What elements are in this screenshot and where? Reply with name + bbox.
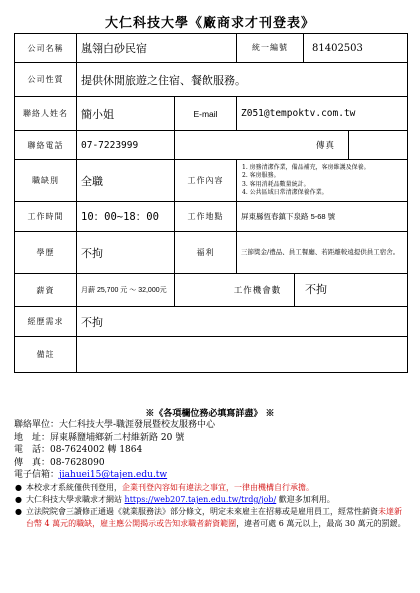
address-label: 地 址： xyxy=(14,432,51,443)
email-label: E-mail xyxy=(175,97,237,131)
openings-cell xyxy=(175,274,408,307)
contact-fax-row xyxy=(14,457,407,470)
fax-contact-label: 傳 真： xyxy=(14,457,51,468)
contact-address-row xyxy=(14,432,407,445)
tel-value: 08-7624002 轉 1864 xyxy=(50,445,143,456)
tel-label: 電 話： xyxy=(14,445,51,456)
tax-id-label: 統一編號 xyxy=(237,34,304,62)
row-education xyxy=(15,232,408,274)
bullet-warning-text: 未達新台幣 4 萬元的職缺，雇主應公開揭示或告知求職者薪資範圍 xyxy=(26,506,402,528)
company-nature-label: 公司性質 xyxy=(15,63,77,97)
notes-label: 備註 xyxy=(15,337,77,373)
bullet-disclaimer xyxy=(14,482,407,494)
bullet-warning-text: 企業刊登內容如有違法之事宜，一律由機構自行承擔。 xyxy=(122,482,314,492)
benefits-value[interactable]: 三節獎金/禮品、員工餐廳、若距離較遠提供員工宿舍。 xyxy=(237,232,408,274)
bullet-law xyxy=(14,506,407,530)
benefits-label: 福利 xyxy=(175,232,237,274)
fill-notice: ※《各項欄位務必填寫詳盡》 ※ xyxy=(145,409,275,419)
row-experience xyxy=(15,307,408,337)
bullet-text: ，違者可處 6 萬元以上，最高 30 萬元的罰鍰。 xyxy=(236,518,406,528)
location-label: 工作地點 xyxy=(175,202,237,232)
tax-id-cell xyxy=(237,34,408,63)
row-contact xyxy=(15,97,408,131)
bullet-text: 本校求才系統僅供刊登用， xyxy=(26,482,122,492)
fax-cell xyxy=(175,131,408,160)
fax-contact-value: 08-7628090 xyxy=(50,457,105,468)
openings-value[interactable]: 不拘 xyxy=(294,274,407,306)
bullet-website xyxy=(14,494,407,506)
contact-info xyxy=(14,419,407,530)
contact-tel-row xyxy=(14,444,407,457)
row-notes xyxy=(15,337,408,373)
salary-label: 薪資 xyxy=(15,274,77,307)
row-category xyxy=(15,160,408,202)
row-salary xyxy=(15,274,408,307)
contact-label: 聯絡人姓名 xyxy=(15,97,77,131)
unit-label: 聯絡單位： xyxy=(14,420,60,430)
email-value[interactable]: Z051@tempoktv.com.tw xyxy=(237,97,408,131)
fax-label: 傳真 xyxy=(315,141,335,151)
duties-value[interactable] xyxy=(237,160,408,202)
job-site-link[interactable]: https://web207.tajen.edu.tw/trdg/job/ xyxy=(124,494,277,504)
education-value[interactable]: 不拘 xyxy=(77,232,175,274)
salary-value[interactable]: 月薪 25,700 元 ～ 32,000元 xyxy=(77,274,175,307)
unit-value: 大仁科技大學-職涯發展暨校友服務中心 xyxy=(59,420,216,430)
bullet-text: 立法院院會三讀修正通過《就業服務法》部分條文，明定未來雇主在招募或是雇用員工，經常性薪資 xyxy=(26,506,378,516)
fax-value[interactable] xyxy=(348,131,407,159)
contact-email-label: 電子信箱： xyxy=(14,470,60,481)
hours-value[interactable]: 10：00~18：00 xyxy=(77,202,175,232)
location-value[interactable]: 屏東縣恆春鎮下泉路 5-68 號 xyxy=(237,202,408,232)
company-name-label: 公司名稱 xyxy=(15,34,77,63)
row-company-name xyxy=(15,34,408,63)
duties-list xyxy=(240,164,404,197)
contact-value[interactable]: 簡小姐 xyxy=(77,97,175,131)
form-title: 大仁科技大學《廠商求才刊登表》 xyxy=(104,16,315,31)
bullet-icon: ● xyxy=(15,506,22,516)
row-company-nature xyxy=(15,63,408,97)
contact-email-link[interactable]: jiahuei15@tajen.edu.tw xyxy=(59,470,168,481)
phone-label: 聯絡電話 xyxy=(15,131,77,160)
bullet-text: 歡迎多加利用。 xyxy=(276,494,335,504)
hours-label: 工作時間 xyxy=(15,202,77,232)
row-hours xyxy=(15,202,408,232)
address-value: 屏東縣鹽埔鄉新二村維新路 20 號 xyxy=(50,432,185,443)
duties-label: 工作內容 xyxy=(175,160,237,202)
experience-value[interactable]: 不拘 xyxy=(77,307,408,337)
company-nature-value[interactable]: 提供休閒旅遊之住宿、餐飲服務。 xyxy=(77,63,408,97)
duty-item: 3. 客用消耗品數量統計。 xyxy=(242,180,310,188)
tax-id-value[interactable]: 81402503 xyxy=(312,42,363,54)
duty-item: 2. 客房服務。 xyxy=(242,172,280,180)
contact-unit-row xyxy=(14,419,407,432)
job-posting-form xyxy=(14,33,408,373)
education-label: 學歷 xyxy=(15,232,77,274)
company-name-value[interactable]: 嵐翎白砂民宿 xyxy=(77,34,237,63)
category-label: 職缺別 xyxy=(15,160,77,202)
bullet-icon: ● xyxy=(15,482,22,492)
duty-item: 4. 公共區域日常清潔保養作業。 xyxy=(242,188,328,196)
contact-email-row xyxy=(14,469,407,482)
bullet-icon: ● xyxy=(15,494,22,504)
duty-item: 1. 房務清潔作業，備品補充，客房維護及保養。 xyxy=(242,164,370,172)
bullet-text: 大仁科技大學求職求才網站 xyxy=(26,494,125,504)
experience-label: 經歷需求 xyxy=(15,307,77,337)
openings-label: 工作機會數 xyxy=(233,286,282,296)
row-phone xyxy=(15,131,408,160)
phone-value[interactable]: 07-7223999 xyxy=(77,131,175,160)
notes-value[interactable] xyxy=(77,337,408,373)
category-value[interactable]: 全職 xyxy=(77,160,175,202)
